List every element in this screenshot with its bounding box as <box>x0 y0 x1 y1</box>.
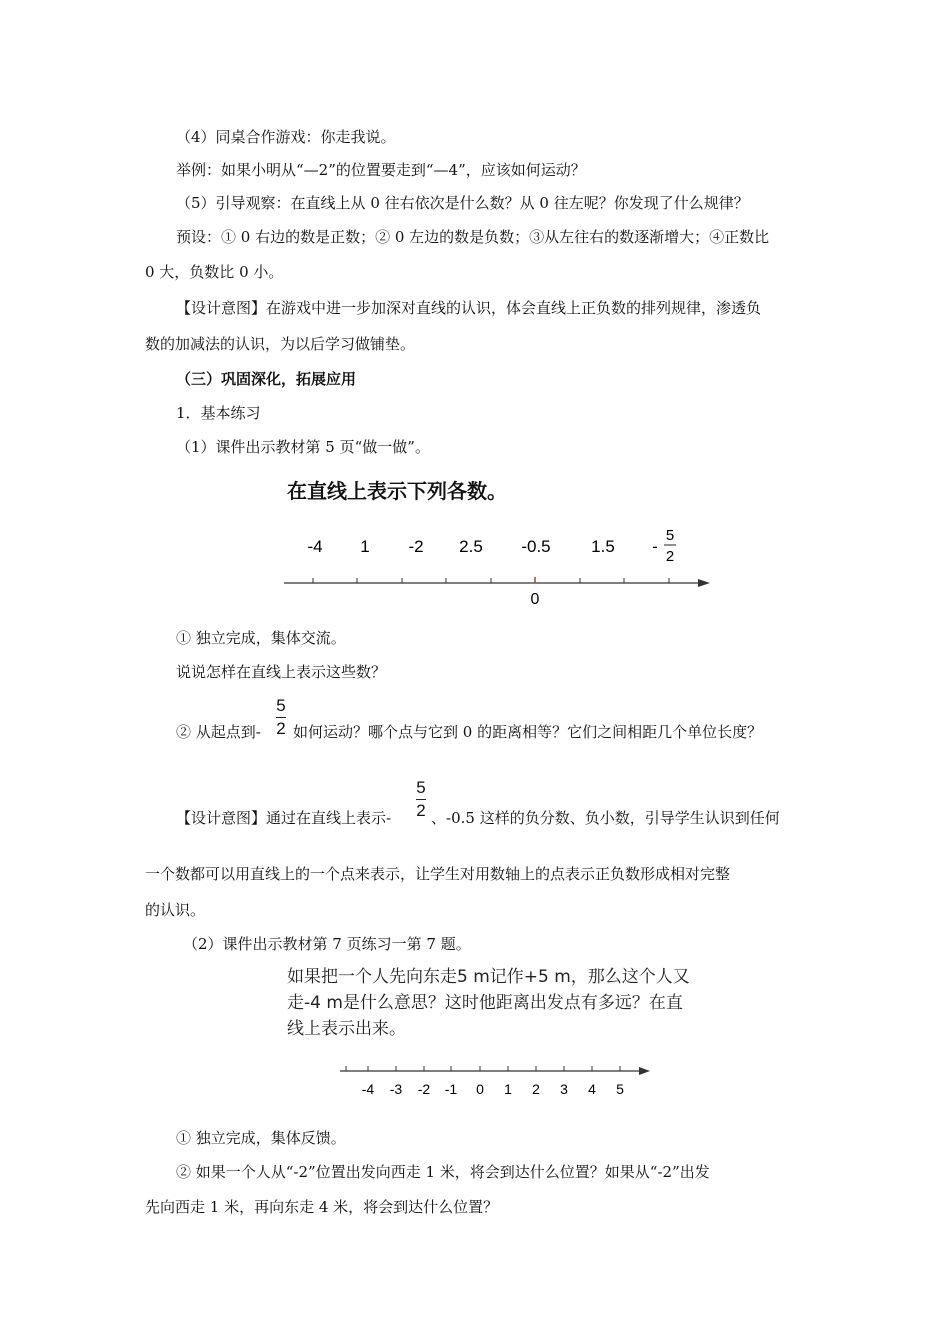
fraction-numerator: 5 <box>276 696 286 715</box>
question-2-prefix: ② 从起点到- <box>176 723 261 741</box>
figure1-number: 1.5 <box>591 537 615 556</box>
figure1-number: -2 <box>408 537 424 556</box>
figure2-tick-label: -3 <box>389 1081 403 1097</box>
question-1: ① 独立完成，集体交流。 <box>176 629 346 647</box>
subsection-basic-practice: 1．基本练习 <box>176 404 261 422</box>
figure1-title: 在直线上表示下列各数。 <box>287 479 507 503</box>
fraction-denominator: 2 <box>276 719 286 738</box>
paragraph-example: 举例：如果小明从“—2”的位置要走到“—4”，应该如何运动？ <box>176 161 586 179</box>
figure2-tick-label: 5 <box>616 1081 624 1097</box>
figure2-tick-label: 3 <box>560 1081 568 1097</box>
figure1-number: -0.5 <box>521 537 551 556</box>
question-4-line1: ② 如果一个人从“-2”位置出发向西走 1 米，将会到达什么位置？如果从“-2”出发 <box>176 1163 710 1181</box>
paragraph-design-intent-line1: 【设计意图】在游戏中进一步加深对直线的认识，体会直线上正负数的排列规律，渗透负 <box>176 299 762 317</box>
figure1-fraction-numerator: 5 <box>665 527 675 544</box>
exercise-1-title: （1）课件出示教材第 5 页“做一做”。 <box>176 438 430 456</box>
question-4-line2: 先向西走 1 米，再向东走 4 米，将会到达什么位置？ <box>145 1198 499 1216</box>
design-intent-2-prefix: 【设计意图】通过在直线上表示- <box>176 809 392 827</box>
figure2-tick-label: 2 <box>532 1081 540 1097</box>
figure1-zero-label: 0 <box>530 591 540 608</box>
figure1-ticks <box>313 578 669 583</box>
figure2-tick-label: -4 <box>361 1081 375 1097</box>
figure1-number-line <box>270 520 720 610</box>
design-intent-2-line2: 一个数都可以用直线上的一个点来表示，让学生对用数轴上的点表示正负数形成相对完整 <box>145 865 731 883</box>
figure1-number: 2.5 <box>459 537 483 556</box>
figure2-arrow <box>639 1067 650 1075</box>
figure2-text-line2: 走-4 m是什么意思？这时他距离出发点有多远？在直 <box>287 993 683 1013</box>
figure1-arrow <box>698 579 710 587</box>
design-intent-2-line3: 的认识。 <box>145 901 206 919</box>
section-heading: （三）巩固深化，拓展应用 <box>176 370 357 388</box>
figure2-tick-label: 1 <box>504 1081 512 1097</box>
fraction-five-halves <box>273 697 289 738</box>
exercise-2-title: （2）课件出示教材第 7 页练习一第 7 题。 <box>183 935 471 953</box>
fraction-denominator: 2 <box>416 801 426 820</box>
paragraph-observe: （5）引导观察：在直线上从 0 往右依次是什么数？从 0 往左呢？你发现了什么规律？ <box>176 194 749 212</box>
figure2-tick-label: 0 <box>476 1081 484 1097</box>
figure1-fraction-denominator: 2 <box>665 548 675 565</box>
fraction-five-halves-2 <box>413 779 429 820</box>
figure2-text-line3: 线上表示出来。 <box>287 1019 406 1039</box>
fraction-numerator: 5 <box>416 778 426 797</box>
figure2-text-line1: 如果把一个人先向东走5 m记作+5 m，那么这个人又 <box>287 967 690 987</box>
figure1-number: -4 <box>307 537 323 556</box>
figure2-ticks <box>346 1066 620 1071</box>
figure1-number: 1 <box>360 537 370 556</box>
paragraph-preset-line1: 预设：① 0 右边的数是正数；② 0 左边的数是负数；③从左往右的数逐渐增大；④正数比 <box>176 228 770 246</box>
figure2-tick-label: -2 <box>417 1081 431 1097</box>
design-intent-2-suffix: 、-0.5 这样的负分数、负小数，引导学生认识到任何 <box>431 809 780 827</box>
question-1b: 说说怎样在直线上表示这些数？ <box>176 663 387 681</box>
question-3: ① 独立完成，集体反馈。 <box>176 1129 346 1147</box>
paragraph-game: （4）同桌合作游戏：你走我说。 <box>176 128 396 146</box>
question-2-suffix: 如何运动？哪个点与它到 0 的距离相等？它们之间相距几个单位长度？ <box>293 723 763 741</box>
figure1-fraction-sign: - <box>652 537 658 556</box>
figure2-number-line <box>330 1058 660 1103</box>
paragraph-preset-line2: 0 大，负数比 0 小。 <box>145 263 284 281</box>
figure2-tick-label: 4 <box>588 1081 596 1097</box>
paragraph-design-intent-line2: 数的加减法的认识，为以后学习做铺垫。 <box>145 335 416 353</box>
figure2-tick-label: -1 <box>444 1081 458 1097</box>
